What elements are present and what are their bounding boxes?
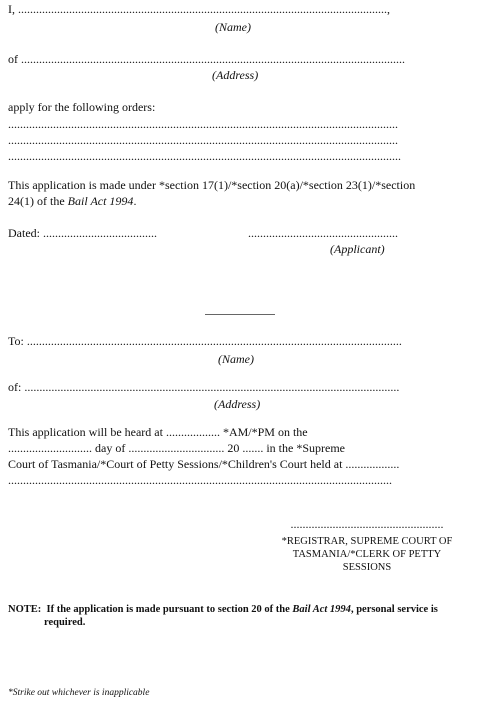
footnote: *Strike out whichever is inapplicable (8, 688, 150, 698)
recipient-name-caption: (Name) (218, 352, 254, 366)
hearing-line-2: ............................ day of ................................ 20 ....... in the *Supreme (8, 441, 345, 455)
applicant-name-field[interactable]: I, ..........................................................................................................................., (8, 2, 390, 16)
note-block: NOTE: If the application is made pursuant to section 20 of the Bail Act 1994, personal service is required. (8, 604, 438, 628)
hearing-location-field[interactable]: ................................................................................................................................ (8, 473, 392, 487)
note-act-name: Bail Act 1994 (292, 604, 351, 615)
applicant-address-field[interactable]: of ................................................................................................................................ (8, 52, 405, 66)
address-caption: (Address) (212, 68, 259, 82)
orders-line-1[interactable]: .................................................................................................................................. (8, 117, 398, 131)
registrar-title-1: *REGISTRAR, SUPREME COURT OF (281, 536, 453, 547)
applicant-caption: (Applicant) (330, 242, 385, 256)
registrar-title-2: TASMANIA/*CLERK OF PETTY (292, 549, 442, 560)
name-caption: (Name) (215, 20, 251, 34)
section-divider (205, 314, 275, 315)
act-name: Bail Act 1994 (67, 194, 134, 208)
orders-line-3[interactable]: ................................................................................................................................... (8, 149, 401, 163)
hearing-line-3: Court of Tasmania/*Court of Petty Sessions/*Children's Court held at .................. (8, 457, 400, 471)
registrar-title-3: SESSIONS (342, 562, 392, 573)
orders-intro: apply for the following orders: (8, 100, 156, 114)
statute-line-2: 24(1) of the Bail Act 1994. (8, 194, 137, 208)
recipient-address-caption: (Address) (214, 397, 261, 411)
hearing-line-1: This application will be heard at .................. *AM/*PM on the (8, 425, 308, 439)
recipient-name-field[interactable]: To: ............................................................................................................................. (8, 334, 402, 348)
statute-line-1: This application is made under *section 17(1)/*section 20(a)/*section 23(1)/*section (8, 178, 416, 192)
dated-field[interactable]: Dated: ...................................... (8, 226, 157, 240)
orders-line-2[interactable]: .................................................................................................................................. (8, 133, 398, 147)
recipient-address-field[interactable]: of: ............................................................................................................................. (8, 380, 400, 394)
registrar-signature-block (258, 518, 476, 574)
registrar-signature-line[interactable]: ................................................... (290, 517, 444, 531)
applicant-signature-field[interactable]: .................................................. (248, 226, 398, 240)
note-label: NOTE: (8, 604, 42, 615)
